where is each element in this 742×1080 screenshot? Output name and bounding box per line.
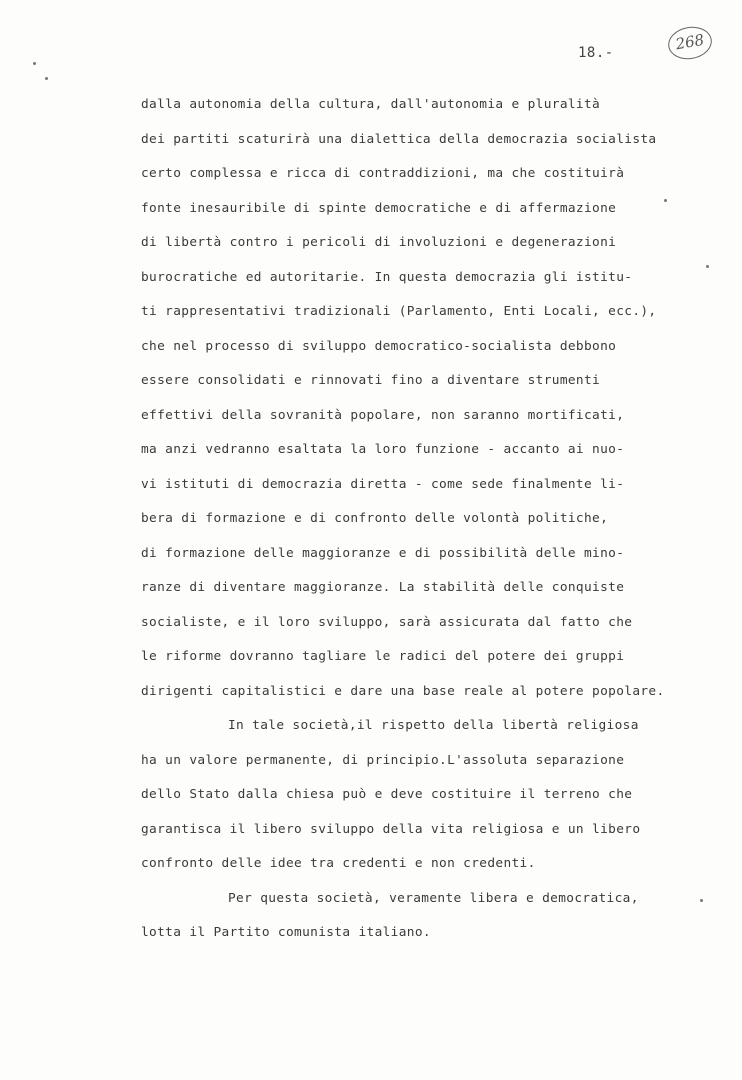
scan-speck xyxy=(45,77,48,80)
paragraph-start-line: In tale società,il rispetto della libertà religiosa xyxy=(228,718,639,733)
body-text xyxy=(141,95,665,958)
text-line: dalla autonomia della cultura, dall'autonomia e pluralità xyxy=(141,97,601,112)
text-line: certo complessa e ricca di contraddizioni, ma che costituirà xyxy=(141,166,625,181)
text-line: dello Stato dalla chiesa può e deve costituire il terreno che xyxy=(141,787,633,802)
text-line: ranze di diventare maggioranze. La stabilità delle conquiste xyxy=(141,580,625,595)
archive-stamp-number: 268 xyxy=(674,30,706,54)
scan-speck xyxy=(33,62,36,65)
text-line: socialiste, e il loro sviluppo, sarà assicurata dal fatto che xyxy=(141,614,633,630)
paragraph-start-line: Per questa società, veramente libera e democratica, xyxy=(228,890,639,906)
text-line: garantisca il libero sviluppo della vita religiosa e un libero xyxy=(141,821,641,837)
scan-speck xyxy=(664,199,667,202)
scan-speck xyxy=(706,265,709,268)
text-line: di libertà contro i pericoli di involuzioni e degenerazioni xyxy=(141,235,617,250)
text-line: essere consolidati e rinnovati fino a diventare strumenti xyxy=(141,373,601,388)
text-line: ma anzi vedranno esaltata la loro funzione - accanto ai nuo- xyxy=(141,442,625,457)
text-line: di formazione delle maggioranze e di possibilità delle mino- xyxy=(141,545,625,561)
text-line: fonte inesauribile di spinte democratiche e di affermazione xyxy=(141,200,617,216)
text-line: dirigenti capitalistici e dare una base reale al potere popolare. xyxy=(141,683,665,699)
scan-speck xyxy=(700,899,703,902)
text-line: burocratiche ed autoritarie. In questa democrazia gli istitu- xyxy=(141,269,633,285)
archive-stamp xyxy=(666,23,715,62)
text-line: bera di formazione e di confronto delle volontà politiche, xyxy=(141,511,609,526)
text-line: ha un valore permanente, di principio.L'assoluta separazione xyxy=(141,752,625,768)
text-line: effettivi della sovranità popolare, non saranno mortificati, xyxy=(141,407,625,423)
text-line: ti rappresentativi tradizionali (Parlamento, Enti Locali, ecc.), xyxy=(141,304,657,319)
text-line: che nel processo di sviluppo democratico-socialista debbono xyxy=(141,338,617,354)
text-line: vi istituti di democrazia diretta - come sede finalmente li- xyxy=(141,476,625,492)
text-line: dei partiti scaturirà una dialettica della democrazia socialista xyxy=(141,131,657,147)
text-line: le riforme dovranno tagliare le radici del potere dei gruppi xyxy=(141,649,625,664)
page-number: 18.- xyxy=(578,45,614,61)
text-line: lotta il Partito comunista italiano. xyxy=(141,925,431,940)
text-line: confronto delle idee tra credenti e non credenti. xyxy=(141,856,536,871)
